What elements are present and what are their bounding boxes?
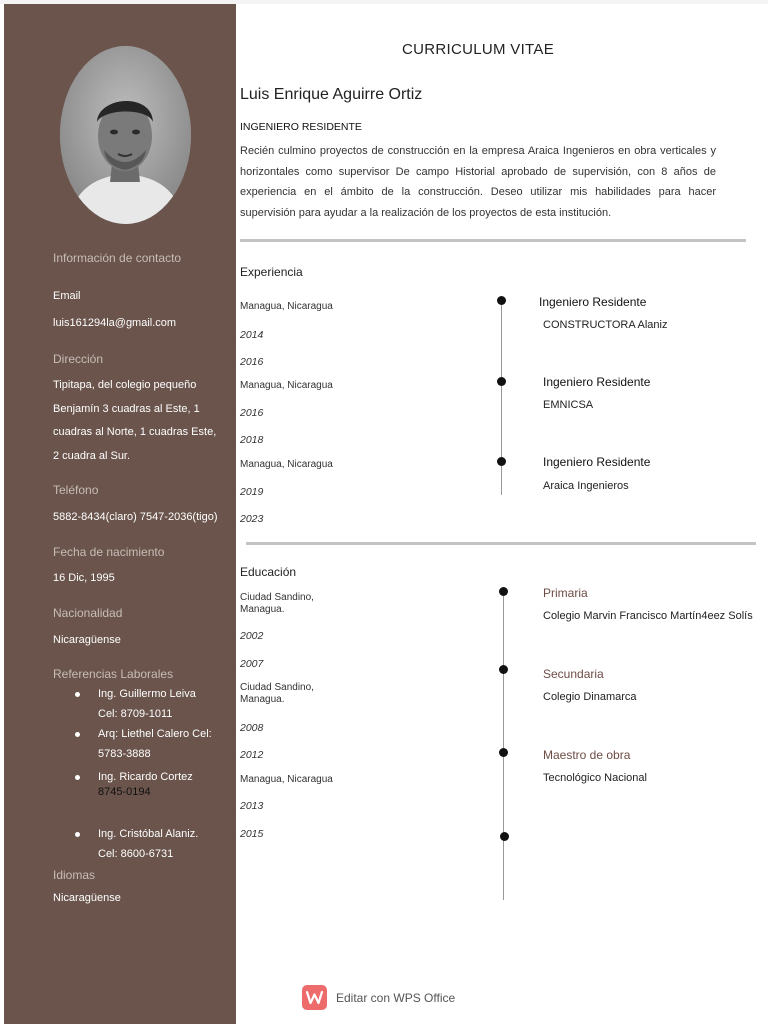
nationality-value: Nicaragüense [53, 634, 121, 646]
reference-item [53, 770, 238, 800]
experience-start: 2014 [240, 329, 264, 341]
birth-value: 16 Dic, 1995 [53, 572, 115, 584]
experience-position: Ingeniero Residente [539, 295, 647, 309]
experience-location: Managua, Nicaragua [240, 459, 333, 470]
email-value[interactable]: luis161294la@gmail.com [53, 317, 177, 329]
bullet-icon [75, 732, 80, 737]
education-timeline [503, 590, 504, 900]
divider [246, 542, 756, 545]
reference-phone: Cel: 8600-6731 [98, 848, 174, 860]
birth-label: Fecha de nacimiento [53, 545, 165, 559]
education-end: 2007 [240, 658, 264, 670]
education-end: 2012 [240, 749, 264, 761]
timeline-dot [497, 377, 506, 386]
candidate-role: INGENIERO RESIDENTE [240, 121, 362, 133]
experience-start: 2016 [240, 407, 264, 419]
reference-item [53, 724, 238, 764]
education-start: 2008 [240, 722, 264, 734]
education-level: Maestro de obra [543, 748, 631, 762]
nationality-label: Nacionalidad [53, 606, 123, 620]
reference-phone: Cel: 8709-1011 [98, 708, 173, 720]
profile-photo [60, 46, 191, 224]
education-heading: Educación [240, 565, 297, 579]
experience-company: CONSTRUCTORA Alaniz [543, 319, 668, 331]
bullet-icon [75, 692, 80, 697]
education-start: 2002 [240, 630, 264, 642]
reference-item [53, 824, 238, 864]
phone-label: Teléfono [53, 483, 99, 497]
bullet-icon [75, 775, 80, 780]
education-level: Secundaria [543, 667, 604, 681]
email-label: Email [53, 290, 81, 302]
profile-summary: Recién culmino proyectos de construcción en la empresa Araica Ingenieros en obra verticales y horizontales como supervisor De campo Historial aprobado de supervisión, con 8 años de experiencia en el ámbito de la construcción. Deseo utilizar mis habilidades para hacer supervisión para ayudar a la realización de los proyectos de esta institución. [240, 145, 716, 219]
timeline-dot [499, 665, 508, 674]
wps-logo-icon [302, 985, 327, 1010]
education-start: 2013 [240, 800, 264, 812]
education-school: Colegio Dinamarca [543, 691, 637, 703]
timeline-dot [497, 457, 506, 466]
experience-end: 2018 [240, 434, 264, 446]
experience-end: 2016 [240, 356, 264, 368]
timeline-dot [497, 296, 506, 305]
timeline-dot [499, 587, 508, 596]
candidate-name: Luis Enrique Aguirre Ortiz [240, 86, 423, 103]
language-value: Nicaragüense [53, 892, 121, 904]
reference-name: Arq: Liethel Calero Cel: [98, 728, 212, 740]
reference-name: Ing. Cristóbal Alaniz. [98, 828, 199, 840]
education-location: Ciudad Sandino, Managua. [240, 682, 314, 705]
contact-heading: Información de contacto [53, 251, 182, 265]
education-location: Ciudad Sandino, Managua. [240, 592, 314, 615]
divider [240, 239, 746, 242]
experience-position: Ingeniero Residente [543, 375, 651, 389]
education-level: Primaria [543, 586, 588, 600]
timeline-dot [499, 748, 508, 757]
experience-company: Araica Ingenieros [543, 480, 629, 492]
experience-start: 2019 [240, 486, 264, 498]
education-school: Colegio Marvin Francisco Martín4eez Solís [543, 610, 753, 622]
languages-label: Idiomas [53, 868, 96, 882]
education-location: Managua, Nicaragua [240, 774, 333, 785]
reference-name: Ing. Ricardo Cortez [98, 771, 193, 783]
document-title: CURRICULUM VITAE [401, 41, 555, 58]
reference-item [53, 684, 238, 724]
bullet-icon [75, 832, 80, 837]
timeline-dot [500, 832, 509, 841]
experience-position: Ingeniero Residente [543, 455, 651, 469]
experience-location: Managua, Nicaragua [240, 380, 333, 391]
reference-name: Ing. Guillermo Leiva [98, 688, 196, 700]
wps-edit-label: Editar con WPS Office [336, 991, 456, 1005]
address-label: Dirección [53, 352, 104, 366]
education-school: Tecnológico Nacional [543, 772, 647, 784]
references-label: Referencias Laborales [53, 667, 174, 681]
phone-value: 5882-8434(claro) 7547-2036(tigo) [53, 511, 218, 523]
experience-end: 2023 [240, 513, 264, 525]
address-value: Tipitapa, del colegio pequeño Benjamín 3 cuadras al Este, 1 cuadras al Norte, 1 cuadras Este, 2 cuadra al Sur. [53, 379, 217, 462]
education-end: 2015 [240, 828, 264, 840]
experience-location: Managua, Nicaragua [240, 301, 333, 312]
experience-company: EMNICSA [543, 399, 594, 411]
experience-heading: Experiencia [240, 265, 303, 279]
reference-phone: 5783-3888 [98, 748, 151, 760]
reference-phone: 8745-0194 [98, 786, 151, 798]
sidebar [4, 4, 236, 1024]
references-list [53, 684, 238, 864]
